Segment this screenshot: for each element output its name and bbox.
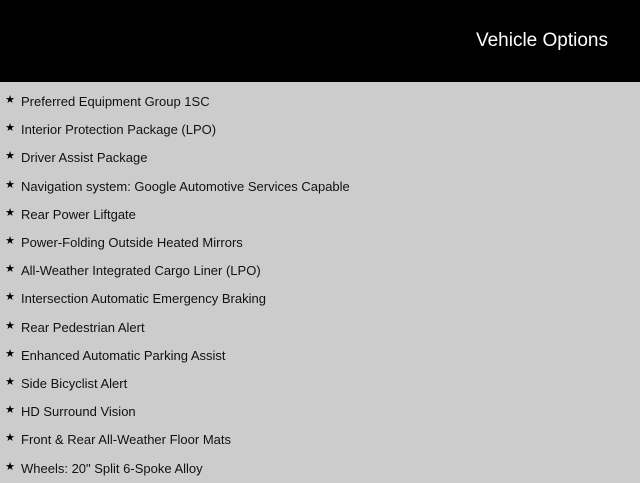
options-list	[0, 88, 350, 483]
star-icon: ★	[5, 404, 15, 417]
options-panel	[0, 82, 640, 480]
star-icon: ★	[5, 94, 15, 107]
list-item	[0, 314, 350, 342]
list-item	[0, 426, 350, 454]
list-item	[0, 144, 350, 172]
option-label: Power-Folding Outside Heated Mirrors	[21, 235, 243, 251]
option-label: Driver Assist Package	[21, 150, 148, 166]
star-icon: ★	[5, 178, 15, 191]
option-label: HD Surround Vision	[21, 404, 136, 420]
list-item	[0, 88, 350, 116]
list-item	[0, 342, 350, 370]
list-item	[0, 257, 350, 285]
header-bar	[0, 0, 640, 82]
option-label: Rear Pedestrian Alert	[21, 319, 145, 335]
list-item	[0, 370, 350, 398]
star-icon: ★	[5, 263, 15, 276]
option-label: Intersection Automatic Emergency Braking	[21, 291, 266, 307]
star-icon: ★	[5, 206, 15, 219]
star-icon: ★	[5, 319, 15, 332]
list-item	[0, 201, 350, 229]
list-item	[0, 285, 350, 313]
list-item	[0, 229, 350, 257]
option-label: All-Weather Integrated Cargo Liner (LPO)	[21, 263, 261, 279]
option-label: Side Bicyclist Alert	[21, 375, 128, 391]
option-label: Wheels: 20" Split 6-Spoke Alloy	[21, 460, 203, 476]
page-title: Vehicle Options	[475, 30, 608, 51]
star-icon: ★	[5, 235, 15, 248]
option-label: Interior Protection Package (LPO)	[21, 122, 217, 138]
list-item	[0, 173, 350, 201]
option-label: Rear Power Liftgate	[21, 206, 136, 222]
star-icon: ★	[5, 375, 15, 388]
option-label: Navigation system: Google Automotive Services Capable	[21, 178, 350, 194]
star-icon: ★	[5, 150, 15, 163]
star-icon: ★	[5, 460, 15, 473]
option-label: Enhanced Automatic Parking Assist	[21, 347, 226, 363]
star-icon: ★	[5, 347, 15, 360]
list-item	[0, 116, 350, 144]
list-item	[0, 454, 350, 482]
option-label: Front & Rear All-Weather Floor Mats	[21, 432, 231, 448]
list-item	[0, 398, 350, 426]
star-icon: ★	[5, 122, 15, 135]
option-label: Preferred Equipment Group 1SC	[21, 94, 210, 110]
star-icon: ★	[5, 432, 15, 445]
star-icon: ★	[5, 291, 15, 304]
